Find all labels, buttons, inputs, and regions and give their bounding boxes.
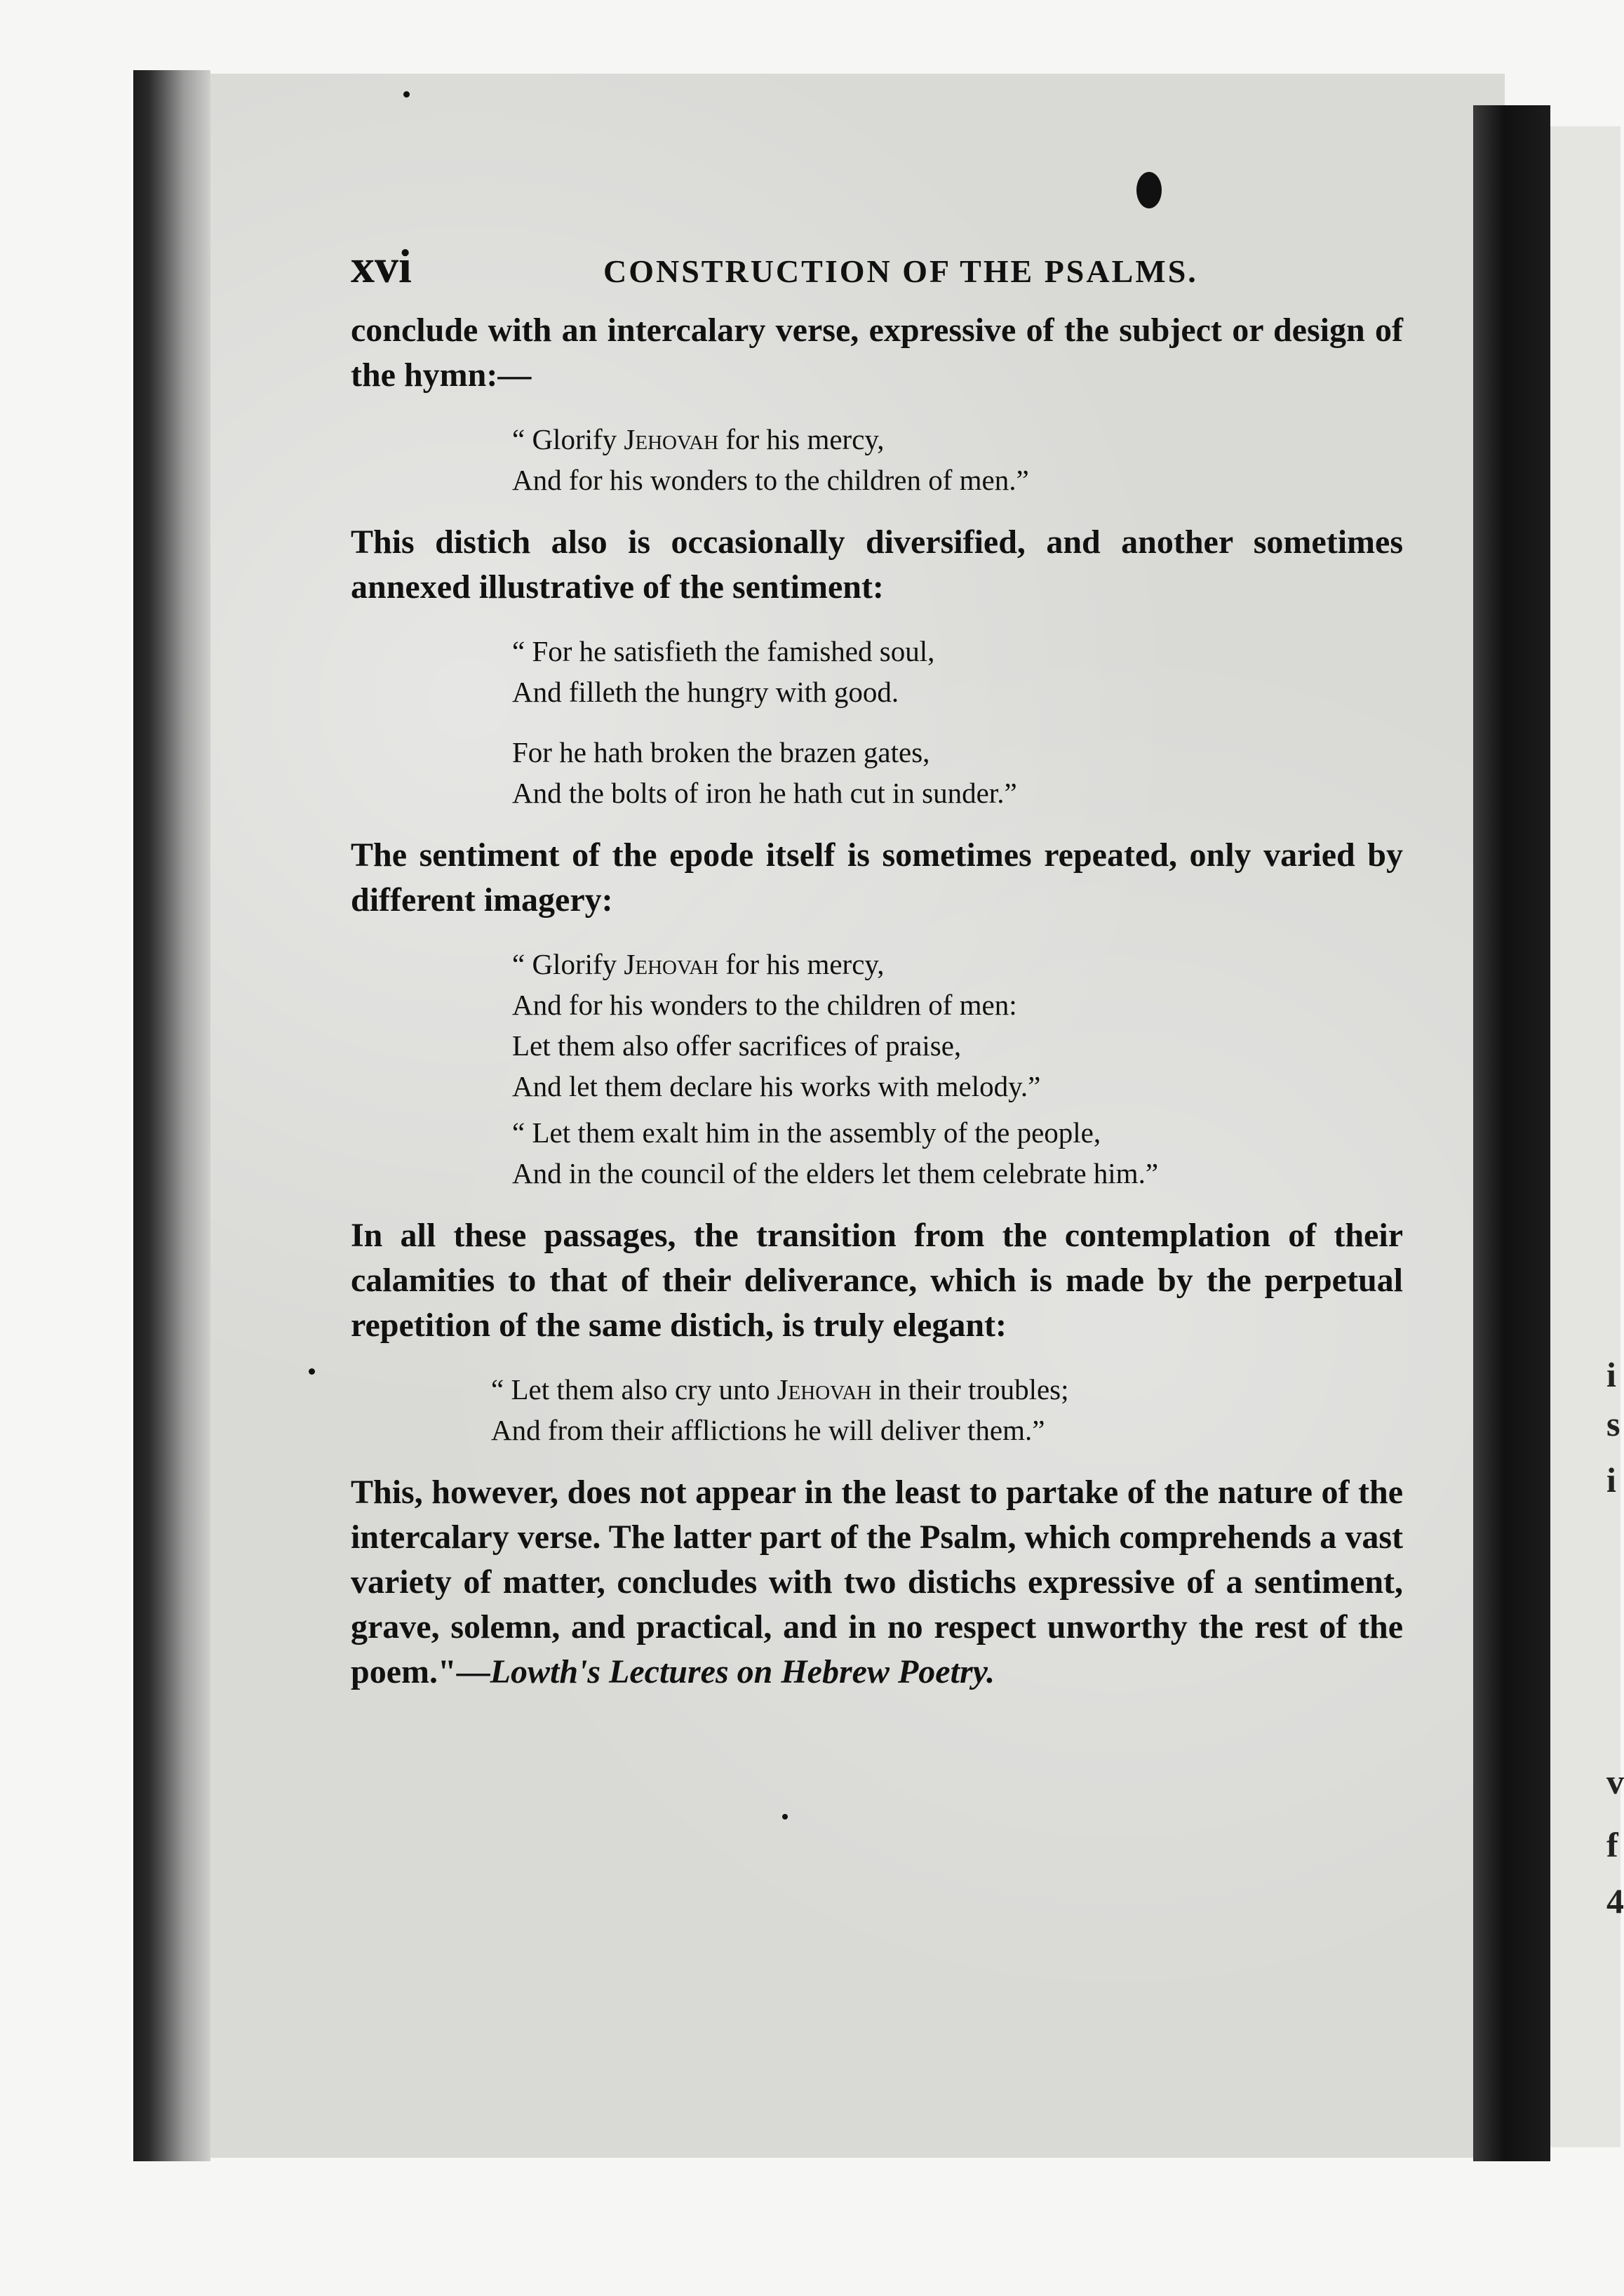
quote-line: And for his wonders to the children of men: — [512, 989, 1017, 1021]
scan-margin — [0, 2161, 1620, 2296]
quote-line: “ Glorify Jehovah for his mercy, — [512, 948, 885, 980]
page-text — [351, 239, 1403, 1716]
paragraph-2: This distich also is occasionally diversified, and another sometimes annexed illustrative of the sentiment: — [351, 523, 1403, 606]
adjacent-page-letter: 4 — [1606, 1881, 1624, 1921]
citation: Lowth's Lectures on Hebrew Poetry. — [490, 1653, 995, 1690]
quote-line: And the bolts of iron he hath cut in sunder.” — [512, 777, 1017, 809]
adjacent-page-letter: s — [1606, 1404, 1620, 1443]
quote-line: And from their afflictions he will deliver them.” — [491, 1414, 1045, 1446]
paragraph-1: conclude with an intercalary verse, expressive of the subject or design of the hymn:— — [351, 312, 1403, 394]
paragraph-5: This, however, does not appear in the least to partake of the nature of the intercalary verse. The latter part of the Psalm, which comprehends a vast variety of matter, concludes with two distichs expressive of a sentiment, grave, solemn, and practical, and in no respect unworthy the rest of the poem."—Lowth's Lectures on Hebrew Poetry. — [351, 1474, 1403, 1690]
quote-line: “ Glorify Jehovah for his mercy, — [512, 423, 885, 455]
quotation-4 — [491, 1369, 1403, 1450]
quote-line: And let them declare his works with melody.” — [512, 1070, 1041, 1102]
ink-spot — [782, 1814, 788, 1820]
quote-stanza — [512, 631, 1403, 712]
running-title: CONSTRUCTION OF THE PSALMS. — [603, 253, 1198, 289]
adjacent-page-letter: i — [1606, 1355, 1616, 1394]
quote-line: “ Let them also cry unto Jehovah in their troubles; — [491, 1373, 1069, 1406]
ink-spot — [403, 91, 410, 98]
quote-line: And filleth the hungry with good. — [512, 676, 899, 708]
quote-line: And in the council of the elders let them celebrate him.” — [512, 1157, 1159, 1189]
gutter-shadow — [1473, 105, 1550, 2196]
paragraph-4: In all these passages, the transition from the contemplation of their calamities to that of their deliverance, which is made by the perpetual repetition of the same distich, is truly elegant: — [351, 1217, 1403, 1344]
adjacent-page-letter: f — [1606, 1825, 1618, 1864]
adjacent-page-letter: i — [1606, 1460, 1616, 1500]
quote-line: For he hath broken the brazen gates, — [512, 736, 930, 768]
quote-line: Let them also offer sacrifices of praise, — [512, 1029, 962, 1062]
ink-spot — [309, 1368, 315, 1375]
quote-line: “ For he satisfieth the famished soul, — [512, 635, 935, 667]
quotation-3 — [512, 944, 1403, 1194]
quotation-1 — [512, 419, 1403, 500]
book-binding-edge — [133, 70, 210, 2161]
quote-stanza — [512, 944, 1403, 1107]
running-head — [351, 239, 1403, 294]
quote-line: And for his wonders to the children of men.” — [512, 464, 1029, 496]
page-number: xvi — [351, 239, 412, 293]
quote-stanza — [512, 1112, 1403, 1194]
paragraph-3: The sentiment of the epode itself is sometimes repeated, only varied by different imagery: — [351, 836, 1403, 919]
quote-stanza — [512, 732, 1403, 813]
adjacent-page-letter: v — [1606, 1762, 1624, 1801]
ink-spot — [1136, 172, 1162, 208]
quotation-2 — [512, 631, 1403, 813]
quote-line: “ Let them exalt him in the assembly of the people, — [512, 1116, 1101, 1149]
